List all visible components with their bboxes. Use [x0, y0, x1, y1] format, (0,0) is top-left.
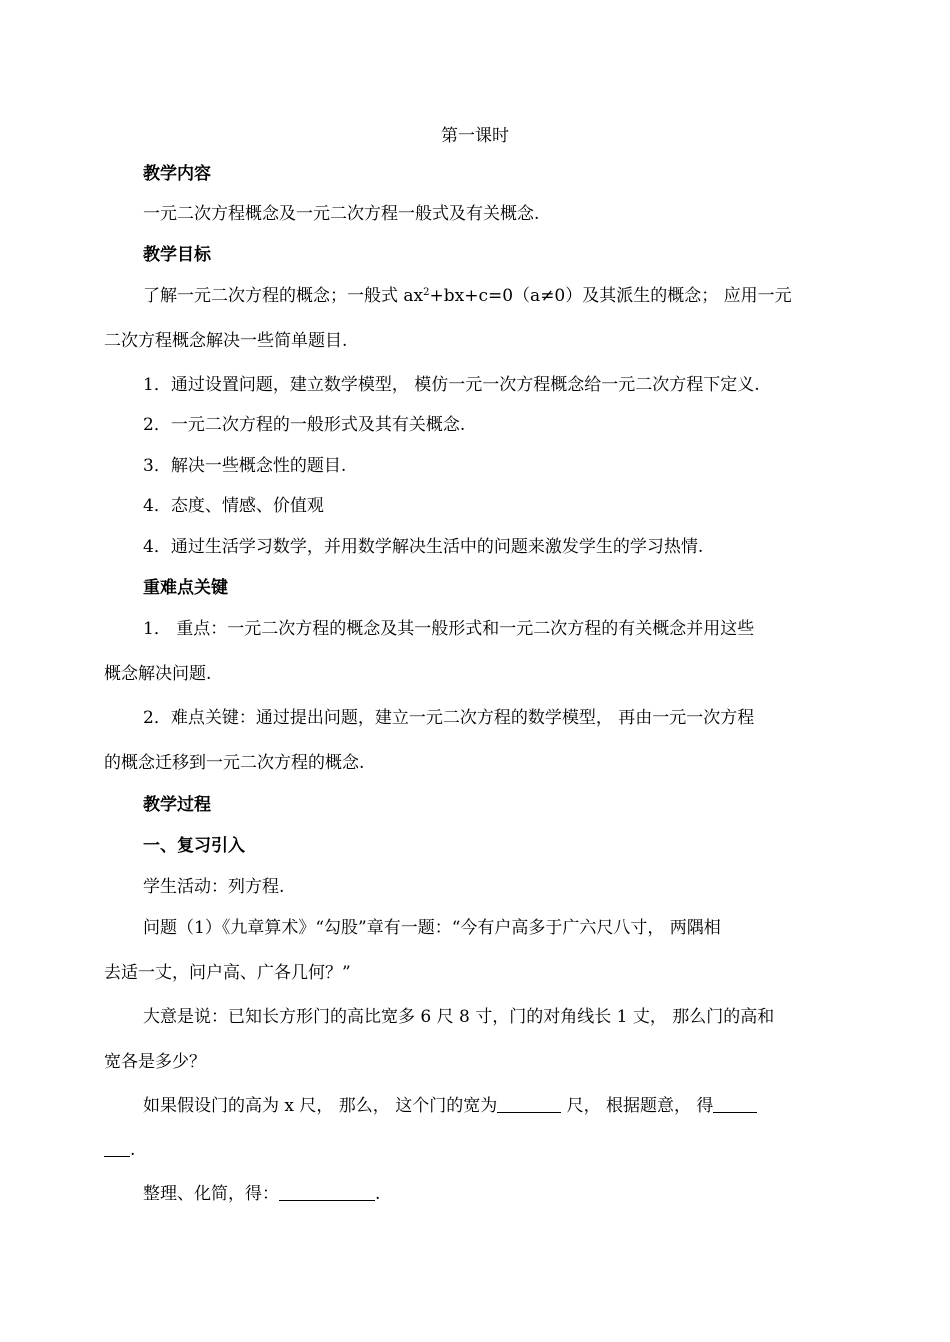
- text-run: .: [375, 1184, 381, 1204]
- list-item: 2．一元二次方程的一般形式及其有关概念.: [143, 415, 466, 435]
- section-heading-process: 教学过程: [143, 795, 211, 815]
- text-run: +bx+c=0（a≠0）及其派生的概念； 应用一元: [429, 286, 792, 306]
- section-heading-content: 教学内容: [143, 164, 211, 184]
- text-run: 了解一元二次方程的概念；一般式 ax: [143, 286, 424, 306]
- list-item: 4．态度、情感、价值观: [143, 496, 324, 516]
- paragraph: [143, 1183, 846, 1205]
- section-heading-key: 重难点关键: [143, 578, 228, 598]
- text-run: .: [130, 1140, 136, 1160]
- paragraph: 二次方程概念解决一些简单题目.: [104, 331, 348, 351]
- page-title: 第一课时: [441, 126, 509, 146]
- paragraph: [104, 1139, 846, 1161]
- answer-blank: [279, 1184, 375, 1201]
- paragraph: 的概念迁移到一元二次方程的概念.: [104, 753, 365, 773]
- section-heading-review: 一、复习引入: [143, 836, 245, 856]
- text-run: 尺， 根据题意， 得: [561, 1096, 714, 1116]
- answer-blank: [104, 1140, 130, 1157]
- paragraph: 一元二次方程概念及一元二次方程一般式及有关概念.: [143, 204, 540, 224]
- paragraph: 学生活动：列方程.: [143, 877, 285, 897]
- list-item: 3．解决一些概念性的题目.: [143, 456, 347, 476]
- answer-blank: [713, 1096, 757, 1113]
- list-item: 2．难点关键：通过提出问题，建立一元二次方程的数学模型， 再由一元一次方程: [143, 708, 755, 728]
- paragraph: 去适一丈，问户高、广各几何？”: [104, 963, 351, 983]
- paragraph: 宽各是多少？: [104, 1052, 206, 1072]
- answer-blank: [497, 1096, 561, 1113]
- list-item: 1．通过设置问题，建立数学模型， 模仿一元一次方程概念给一元二次方程下定义.: [143, 375, 760, 395]
- superscript: 2: [423, 287, 430, 298]
- paragraph: 问题（1）《九章算术》“勾股”章有一题：“今有户高多于广六尺八寸， 两隅相: [143, 918, 721, 938]
- paragraph: 大意是说：已知长方形门的高比宽多 6 尺 8 寸，门的对角线长 1 丈， 那么门的高和: [143, 1007, 775, 1027]
- paragraph: [143, 285, 846, 307]
- paragraph: [143, 1095, 846, 1117]
- list-item: 4．通过生活学习数学，并用数学解决生活中的问题来激发学生的学习热情.: [143, 537, 704, 557]
- section-heading-goals: 教学目标: [143, 245, 211, 265]
- list-item: 1． 重点：一元二次方程的概念及其一般形式和一元二次方程的有关概念并用这些: [143, 619, 755, 639]
- text-run: 整理、化简，得：: [143, 1184, 279, 1204]
- text-run: 如果假设门的高为 x 尺， 那么， 这个门的宽为: [143, 1096, 498, 1116]
- paragraph: 概念解决问题.: [104, 664, 212, 684]
